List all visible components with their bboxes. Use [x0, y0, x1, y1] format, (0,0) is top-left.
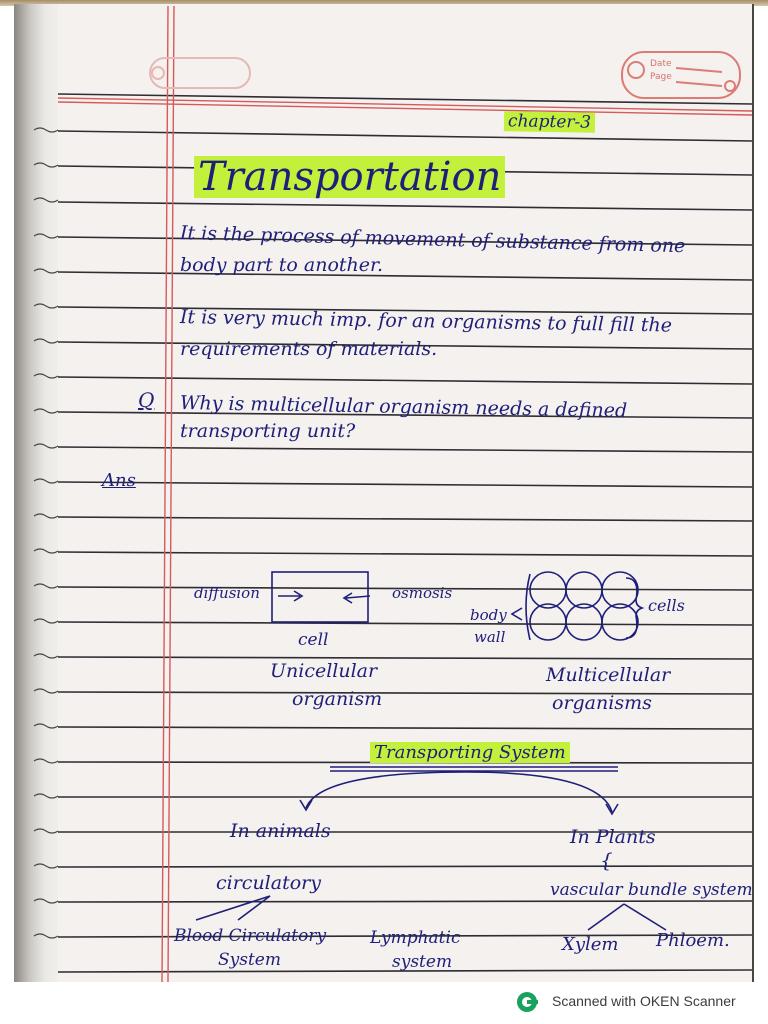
binding-marks	[34, 128, 58, 938]
question-line-2: transporting unit?	[180, 420, 356, 442]
cells-label: cells	[648, 596, 685, 615]
phloem-label: Phloem.	[656, 930, 730, 951]
page-title: Transportation	[194, 156, 505, 198]
date-page-stamp-outline	[622, 52, 740, 98]
left-page-stamp	[150, 58, 250, 88]
question-line-1: Why is multicellular organism needs a defined	[179, 392, 628, 422]
multicellular-label-2: organisms	[552, 692, 652, 714]
xylem-label: Xylem	[562, 934, 619, 955]
scanner-watermark-text: Scanned with OKEN Scanner	[552, 993, 736, 1009]
stamp-date-label: Date	[650, 59, 672, 69]
blood-circulatory-label-1: Blood Circulatory	[174, 926, 327, 946]
definition-line-2: body part to another.	[180, 254, 384, 276]
importance-line-1: It is very much imp. for an organisms to full fill the	[179, 306, 673, 337]
date-page-stamp	[650, 58, 672, 84]
multicellular-label-1: Multicellular	[546, 664, 671, 686]
scanner-logo-icon	[516, 991, 538, 1013]
in-plants-label: In Plants	[570, 826, 656, 848]
circulatory-label: circulatory	[216, 872, 321, 894]
unicellular-label-1: Unicellular	[270, 660, 378, 682]
importance-line-2: requirements of materials.	[180, 338, 438, 360]
blood-circulatory-label-2: System	[218, 950, 281, 970]
stamp-page-label: Page	[650, 72, 672, 82]
body-wall-label-1: body	[470, 606, 507, 624]
plants-brace: {	[600, 848, 613, 872]
question-marker: Q	[138, 388, 155, 412]
answer-marker: Ans	[102, 470, 136, 491]
diffusion-label: diffusion	[194, 584, 260, 602]
multicellular-cells-diagram	[512, 572, 642, 640]
vascular-bundle-label: vascular bundle system	[550, 880, 753, 900]
lymphatic-label-1: Lymphatic	[370, 928, 461, 948]
definition-line-1: It is the process of movement of substance from one	[179, 222, 686, 258]
body-wall-label-2: wall	[474, 628, 506, 646]
cell-label: cell	[298, 630, 329, 650]
chapter-label: chapter-3	[504, 111, 595, 133]
osmosis-label: osmosis	[392, 584, 453, 602]
unicellular-label-2: organism	[292, 688, 383, 710]
transporting-system-heading: Transporting System	[370, 742, 570, 763]
in-animals-label: In animals	[230, 820, 331, 842]
lymphatic-label-2: system	[392, 952, 453, 972]
unicellular-cell-diagram	[272, 572, 370, 622]
transporting-system-tree	[196, 767, 666, 930]
